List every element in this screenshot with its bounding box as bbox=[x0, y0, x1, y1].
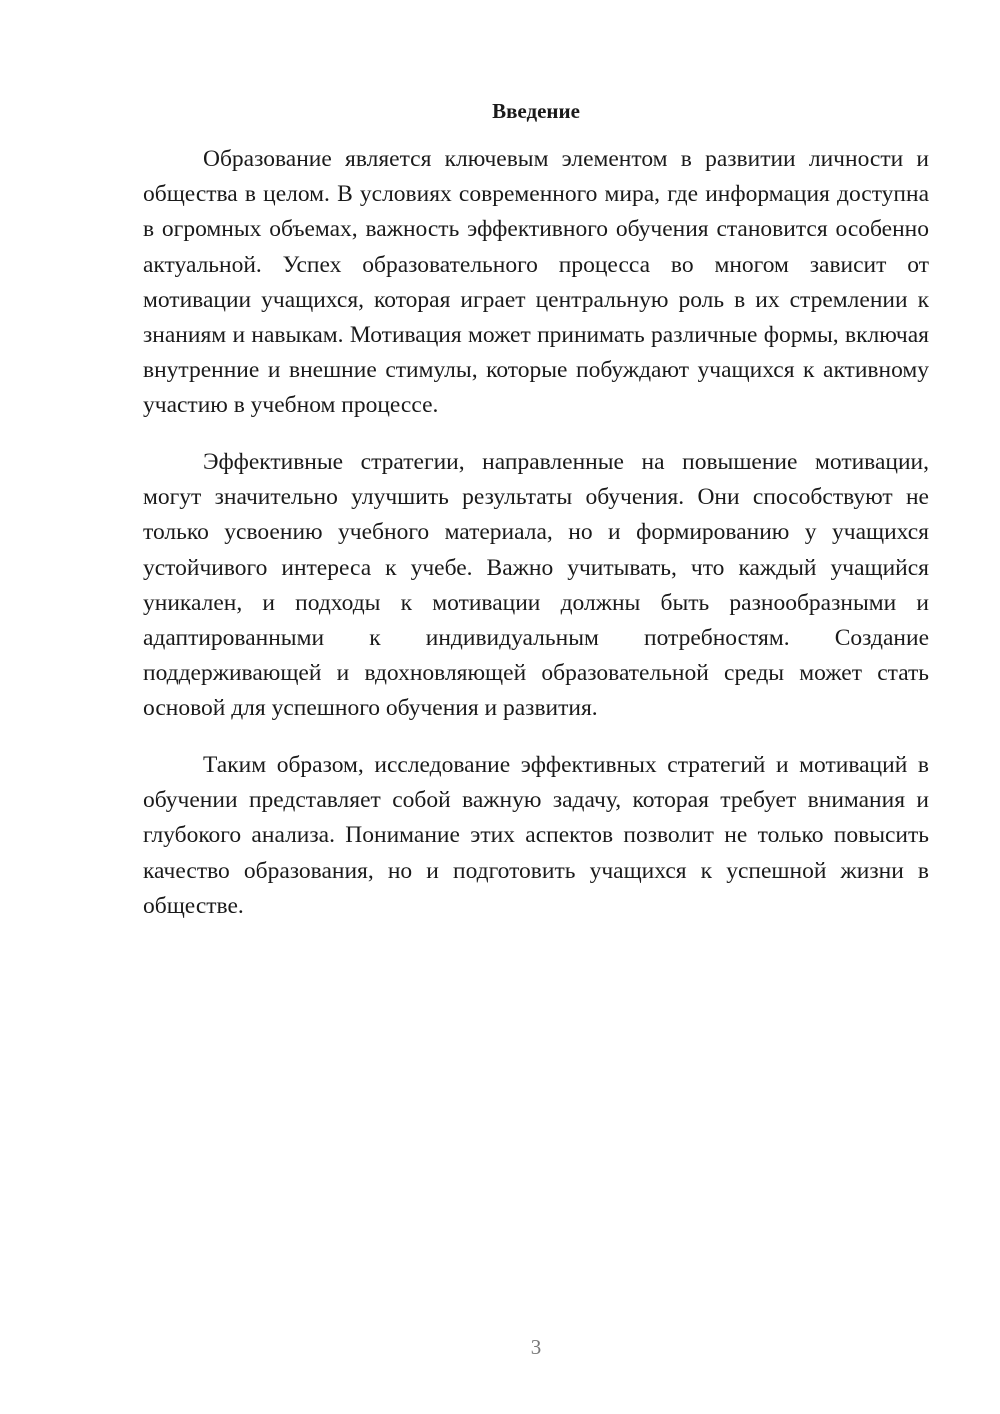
paragraph-conclusion: Таким образом, исследование эффективных стратегий и мотиваций в обучении представляет собой важную задачу, которая требует внимания и глубокого анализа. Понимание этих аспектов позволит не только повысить качество образования, но и подготовить учащихся к успешной жизни в обществе. bbox=[143, 752, 929, 919]
page-number: 3 bbox=[530, 1335, 542, 1359]
paragraph-intro: Образование является ключевым элементом в развитии личности и общества в целом. В условиях современного мира, где информация доступна в огромных объемах, важность эффективного обучения становится особенно актуальной. Успех образовательного процесса во многом зависит от мотивации учащихся, которая играет центральную роль в их стремлении к знаниям и навыкам. Мотивация может принимать различные формы, включая внутренние и внешние стимулы, которые побуждают учащихся к активному участию в учебном процессе. bbox=[143, 146, 929, 419]
section-heading: Введение bbox=[492, 99, 580, 123]
paragraph-strategies: Эффективные стратегии, направленные на повышение мотивации, могут значительно улучшить результаты обучения. Они способствуют не только усвоению учебного материала, но и формированию у учащихся устойчивого интереса к учебе. Важно учитывать, что каждый учащийся уникален, и подходы к мотивации должны быть разнообразными и адаптированными к индивидуальным потребностям. Создание поддерживающей и вдохновляющей образовательной среды может стать основой для успешного обучения и развития. bbox=[143, 449, 929, 722]
